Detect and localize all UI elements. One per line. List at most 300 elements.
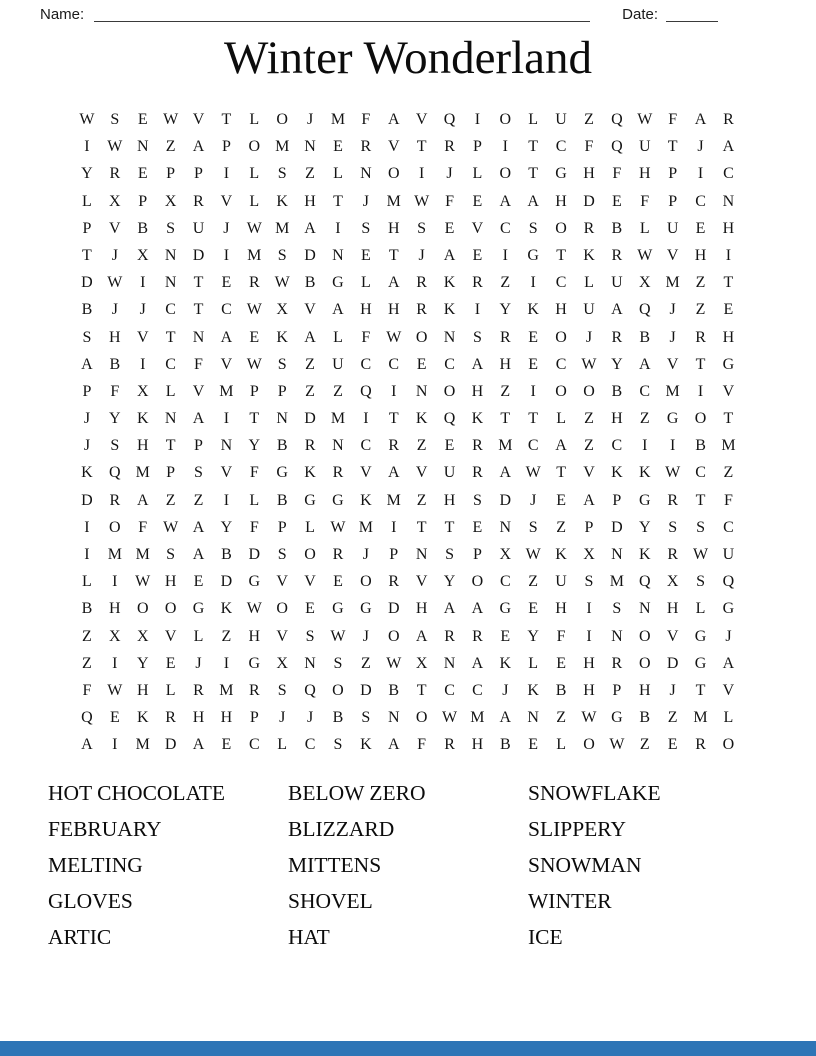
grid-letter: T — [416, 681, 427, 699]
grid-letter: J — [585, 328, 593, 346]
grid-letter: C — [360, 437, 372, 455]
grid-letter: P — [82, 382, 92, 400]
grid-letter: R — [611, 654, 623, 672]
grid-letter: T — [249, 410, 260, 428]
grid-letter: Z — [556, 518, 566, 536]
grid-letter: R — [611, 328, 623, 346]
grid-letter: X — [136, 627, 149, 645]
grid-letter: N — [415, 546, 428, 563]
grid-letter: Y — [638, 518, 651, 536]
grid-letter: M — [219, 681, 234, 699]
grid-row — [73, 242, 743, 269]
grid-letter: E — [193, 573, 204, 591]
grid-letter: V — [583, 464, 595, 482]
grid-letter: B — [555, 681, 567, 699]
grid-letter: E — [472, 246, 483, 264]
grid-letter: D — [304, 410, 316, 428]
grid-letter: Y — [443, 573, 456, 591]
grid-letter: T — [333, 192, 343, 210]
grid-letter: I — [84, 518, 90, 536]
grid-letter: Z — [305, 382, 315, 400]
grid-letter: A — [471, 600, 484, 618]
grid-letter: W — [386, 654, 402, 672]
word-list-item: MELTING — [48, 852, 143, 877]
grid-letter: J — [195, 654, 202, 672]
grid-letter: M — [386, 491, 401, 509]
grid-letter: T — [695, 491, 706, 509]
grid-letter: A — [81, 355, 93, 373]
grid-letter: Z — [82, 654, 92, 672]
grid-letter: N — [164, 410, 177, 428]
grid-letter: R — [109, 491, 121, 509]
grid-letter: J — [223, 219, 230, 237]
grid-letter: P — [82, 219, 92, 237]
grid-letter: T — [528, 138, 539, 156]
grid-letter: Q — [109, 464, 121, 482]
grid-letter: Z — [165, 138, 176, 156]
grid-letter: I — [530, 274, 536, 292]
grid-letter: E — [444, 219, 455, 237]
grid-letter: I — [223, 491, 230, 509]
grid-letter: X — [583, 546, 595, 563]
grid-letter: E — [360, 246, 371, 264]
grid-letter: A — [471, 654, 484, 672]
grid-letter: Q — [443, 410, 456, 428]
grid-letter: B — [611, 382, 623, 400]
grid-letter: Z — [556, 709, 566, 727]
grid-letter: H — [583, 681, 595, 699]
word-list-item: GLOVES — [48, 888, 133, 913]
grid-letter: K — [360, 736, 372, 754]
grid-letter: O — [360, 573, 372, 591]
grid-letter: I — [335, 219, 341, 237]
grid-letter: O — [136, 600, 149, 618]
grid-letter: E — [528, 328, 539, 346]
grid-letter: T — [165, 328, 176, 346]
grid-letter: Q — [638, 301, 651, 319]
grid-letter: H — [109, 328, 121, 346]
grid-letter: A — [192, 410, 205, 428]
grid-letter: A — [471, 355, 484, 373]
grid-row — [73, 351, 743, 378]
grid-letter: B — [276, 437, 288, 455]
grid-letter: M — [275, 219, 290, 237]
grid-letter: S — [166, 219, 176, 237]
grid-letter: T — [388, 410, 399, 428]
grid-letter: W — [441, 709, 458, 727]
grid-letter: J — [83, 437, 91, 455]
grid-letter: F — [361, 328, 371, 346]
grid-letter: S — [333, 654, 343, 672]
grid-letter: E — [611, 192, 622, 210]
grid-letter: L — [360, 274, 371, 292]
grid-letter: I — [502, 138, 508, 156]
grid-letter: E — [249, 328, 260, 346]
grid-letter: Z — [528, 573, 539, 591]
grid-letter: M — [721, 437, 736, 455]
grid-letter: O — [499, 165, 512, 183]
grid-letter: D — [304, 246, 316, 264]
grid-letter: E — [500, 627, 511, 645]
grid-letter: I — [84, 138, 90, 156]
grid-letter: T — [667, 138, 678, 156]
grid-letter: T — [221, 111, 232, 128]
grid-letter: C — [165, 301, 176, 319]
grid-letter: K — [136, 709, 149, 727]
grid-letter: J — [306, 709, 314, 727]
grid-letter: K — [220, 600, 233, 618]
grid-letter: W — [246, 219, 262, 237]
grid-letter: T — [528, 165, 539, 183]
grid-letter: B — [276, 491, 288, 509]
grid-letter: H — [415, 600, 428, 618]
grid-letter: P — [249, 709, 259, 727]
grid-letter: H — [722, 328, 735, 346]
word-list-item: WINTER — [528, 888, 612, 913]
grid-letter: O — [109, 518, 121, 536]
grid-letter: U — [611, 274, 623, 292]
grid-letter: F — [194, 355, 203, 373]
grid-letter: A — [499, 709, 512, 727]
grid-letter: B — [332, 709, 344, 727]
grid-letter: I — [697, 165, 704, 183]
grid-letter: X — [164, 192, 177, 210]
grid-letter: O — [694, 410, 707, 428]
grid-letter: Z — [500, 274, 511, 292]
grid-letter: F — [640, 192, 650, 210]
grid-letter: N — [443, 654, 456, 672]
grid-letter: T — [723, 410, 734, 428]
grid-letter: G — [276, 464, 288, 482]
grid-letter: F — [556, 627, 566, 645]
grid-letter: O — [276, 600, 288, 618]
grid-letter: J — [111, 301, 118, 319]
grid-letter: M — [135, 546, 150, 563]
grid-letter: N — [136, 138, 149, 156]
grid-letter: A — [192, 736, 205, 754]
word-list-item: BLIZZARD — [288, 816, 395, 841]
grid-letter: P — [668, 165, 678, 183]
grid-letter: L — [277, 736, 288, 754]
grid-letter: N — [611, 546, 623, 563]
footer-accent-bar — [0, 1041, 816, 1056]
grid-letter: I — [502, 246, 508, 264]
grid-letter: I — [474, 301, 481, 319]
grid-letter: P — [277, 518, 287, 536]
grid-letter: R — [388, 573, 400, 591]
grid-letter: K — [81, 464, 93, 482]
grid-row — [73, 514, 743, 541]
grid-letter: N — [638, 600, 651, 618]
grid-letter: I — [586, 600, 592, 618]
grid-letter: T — [695, 355, 706, 373]
grid-letter: L — [723, 709, 734, 727]
grid-letter: S — [277, 246, 287, 264]
grid-letter: A — [387, 111, 400, 128]
grid-letter: U — [192, 219, 205, 237]
grid-letter: W — [246, 600, 262, 618]
grid-letter: F — [584, 138, 594, 156]
grid-letter: E — [695, 219, 706, 237]
grid-letter: Z — [584, 111, 594, 128]
grid-letter: G — [694, 627, 707, 645]
grid-letter: B — [695, 437, 706, 455]
grid-letter: P — [194, 165, 203, 183]
grid-letter: F — [82, 681, 92, 699]
grid-letter: G — [332, 274, 344, 292]
grid-letter: A — [555, 437, 567, 455]
grid-letter: V — [304, 301, 316, 319]
grid-letter: H — [555, 192, 567, 210]
grid-letter: R — [583, 219, 595, 237]
grid-letter: S — [472, 328, 482, 346]
grid-letter: A — [722, 138, 735, 156]
grid-letter: L — [556, 410, 566, 428]
grid-letter: K — [276, 328, 288, 346]
grid-letter: A — [443, 246, 456, 264]
grid-letter: R — [667, 491, 678, 509]
grid-letter: E — [333, 138, 343, 156]
grid-letter: N — [499, 518, 512, 536]
grid-letter: H — [387, 301, 400, 319]
grid-letter: I — [223, 165, 230, 183]
grid-letter: L — [695, 600, 706, 618]
grid-letter: O — [415, 709, 428, 727]
grid-row — [73, 568, 743, 595]
grid-letter: Z — [305, 165, 315, 183]
grid-letter: A — [332, 301, 344, 319]
grid-letter: Z — [360, 654, 371, 672]
grid-letter: J — [362, 192, 369, 210]
grid-letter: S — [277, 546, 287, 563]
grid-letter: W — [135, 573, 151, 591]
grid-letter: E — [221, 274, 232, 292]
grid-letter: B — [137, 219, 149, 237]
word-list-item: FEBRUARY — [48, 816, 162, 841]
grid-letter: H — [248, 627, 261, 645]
grid-letter: B — [109, 355, 121, 373]
grid-letter: B — [81, 600, 93, 618]
grid-letter: W — [581, 355, 597, 373]
grid-letter: H — [583, 165, 595, 183]
grid-letter: Z — [723, 464, 734, 482]
grid-letter: Q — [360, 382, 372, 400]
grid-row — [73, 623, 743, 650]
grid-letter: W — [414, 192, 430, 210]
grid-letter: X — [666, 573, 679, 591]
grid-letter: D — [192, 246, 205, 264]
grid-letter: W — [107, 681, 123, 699]
grid-letter: P — [138, 192, 148, 210]
grid-letter: C — [360, 355, 372, 373]
grid-letter: F — [668, 111, 678, 128]
grid-letter: H — [471, 736, 484, 754]
grid-letter: S — [277, 681, 287, 699]
word-list-item: HOT CHOCOLATE — [48, 780, 225, 805]
grid-letter: G — [332, 600, 344, 618]
grid-letter: N — [220, 437, 233, 455]
grid-letter: T — [695, 681, 706, 699]
grid-letter: K — [527, 301, 539, 319]
grid-letter: V — [192, 382, 205, 400]
grid-letter: P — [612, 681, 622, 699]
grid-letter: M — [470, 709, 485, 727]
grid-letter: C — [444, 355, 455, 373]
grid-letter: R — [193, 192, 204, 210]
grid-letter: A — [387, 464, 400, 482]
grid-letter: I — [669, 437, 676, 455]
grid-letter: E — [221, 736, 232, 754]
grid-letter: B — [304, 274, 316, 292]
grid-letter: R — [472, 437, 483, 455]
grid-letter: B — [81, 301, 93, 319]
grid-letter: G — [555, 165, 567, 183]
grid-letter: S — [584, 573, 594, 591]
grid-letter: L — [584, 274, 594, 292]
grid-letter: Z — [695, 274, 706, 292]
grid-letter: H — [220, 709, 233, 727]
grid-letter: K — [583, 246, 595, 264]
grid-letter: I — [84, 546, 90, 563]
grid-letter: N — [360, 165, 372, 183]
grid-letter: O — [443, 382, 456, 400]
grid-letter: N — [332, 437, 344, 455]
grid-letter: G — [694, 654, 707, 672]
grid-letter: B — [639, 328, 651, 346]
grid-letter: W — [107, 138, 123, 156]
grid-letter: B — [388, 681, 400, 699]
grid-letter: C — [555, 138, 567, 156]
grid-letter: I — [725, 246, 732, 264]
grid-letter: P — [668, 192, 678, 210]
grid-letter: F — [249, 464, 259, 482]
grid-letter: L — [556, 736, 566, 754]
grid-letter: G — [248, 573, 261, 591]
grid-letter: I — [586, 627, 592, 645]
grid-letter: J — [139, 301, 146, 319]
grid-letter: G — [527, 246, 539, 264]
grid-letter: P — [584, 518, 594, 536]
grid-letter: W — [525, 464, 541, 482]
grid-letter: N — [415, 382, 428, 400]
grid-letter: N — [722, 192, 735, 210]
grid-letter: R — [193, 681, 204, 699]
grid-letter: I — [112, 654, 118, 672]
grid-letter: C — [221, 301, 232, 319]
grid-row — [73, 432, 743, 459]
grid-letter: N — [276, 410, 288, 428]
grid-letter: H — [136, 681, 149, 699]
grid-letter: C — [611, 437, 623, 455]
grid-letter: C — [695, 192, 706, 210]
grid-letter: W — [581, 709, 597, 727]
grid-letter: G — [611, 709, 623, 727]
grid-letter: A — [220, 328, 233, 346]
grid-letter: X — [276, 301, 288, 319]
grid-letter: D — [387, 600, 400, 618]
grid-letter: K — [415, 410, 428, 428]
grid-letter: Y — [136, 654, 149, 672]
grid-letter: A — [387, 274, 400, 292]
grid-letter: M — [665, 274, 680, 292]
grid-letter: G — [638, 491, 651, 509]
grid-letter: N — [332, 246, 344, 264]
grid-letter: I — [140, 355, 146, 373]
grid-letter: W — [330, 518, 346, 536]
grid-row — [73, 106, 743, 133]
grid-letter: E — [528, 600, 539, 618]
grid-letter: R — [472, 274, 483, 292]
grid-letter: S — [445, 546, 454, 563]
grid-letter: H — [136, 437, 149, 455]
word-list-item: SNOWFLAKE — [528, 780, 661, 805]
grid-letter: S — [194, 464, 203, 482]
grid-letter: J — [362, 627, 369, 645]
grid-letter: D — [499, 491, 512, 509]
grid-letter: A — [387, 736, 400, 754]
grid-letter: L — [249, 192, 260, 210]
grid-letter: T — [500, 410, 511, 428]
grid-letter: Y — [611, 355, 623, 373]
grid-letter: M — [358, 518, 373, 536]
grid-letter: Z — [667, 709, 678, 727]
grid-letter: L — [639, 219, 650, 237]
grid-letter: S — [277, 165, 287, 183]
grid-letter: E — [556, 491, 566, 509]
grid-letter: W — [525, 546, 541, 563]
grid-letter: F — [110, 382, 120, 400]
grid-row — [73, 487, 743, 514]
grid-letter: V — [360, 464, 372, 482]
grid-letter: O — [638, 627, 651, 645]
grid-letter: P — [166, 464, 176, 482]
grid-letter: T — [388, 246, 399, 264]
grid-letter: W — [246, 301, 262, 319]
grid-letter: U — [583, 301, 595, 319]
grid-letter: W — [637, 246, 653, 264]
grid-letter: J — [725, 627, 732, 645]
grid-letter: E — [333, 573, 343, 591]
grid-row — [73, 459, 743, 486]
grid-letter: A — [192, 546, 205, 563]
grid-letter: H — [555, 301, 567, 319]
grid-letter: O — [638, 654, 651, 672]
grid-letter: P — [249, 382, 259, 400]
grid-letter: I — [474, 111, 481, 128]
grid-row — [73, 296, 743, 323]
grid-letter: W — [163, 111, 179, 128]
grid-letter: Z — [500, 382, 511, 400]
grid-letter: S — [472, 491, 482, 509]
grid-row — [73, 188, 743, 215]
grid-row — [73, 269, 743, 296]
grid-letter: K — [304, 464, 316, 482]
grid-letter: S — [417, 219, 427, 237]
grid-letter: V — [276, 573, 288, 591]
grid-letter: H — [471, 382, 484, 400]
grid-letter: N — [304, 138, 316, 156]
grid-letter: V — [387, 138, 400, 156]
grid-letter: V — [276, 627, 288, 645]
grid-letter: R — [472, 464, 483, 482]
name-date-row — [0, 0, 816, 24]
grid-letter: G — [666, 410, 679, 428]
grid-letter: R — [444, 736, 455, 754]
grid-letter: R — [416, 301, 427, 319]
grid-letter: R — [444, 627, 455, 645]
grid-letter: H — [443, 491, 456, 509]
grid-letter: E — [723, 301, 734, 319]
